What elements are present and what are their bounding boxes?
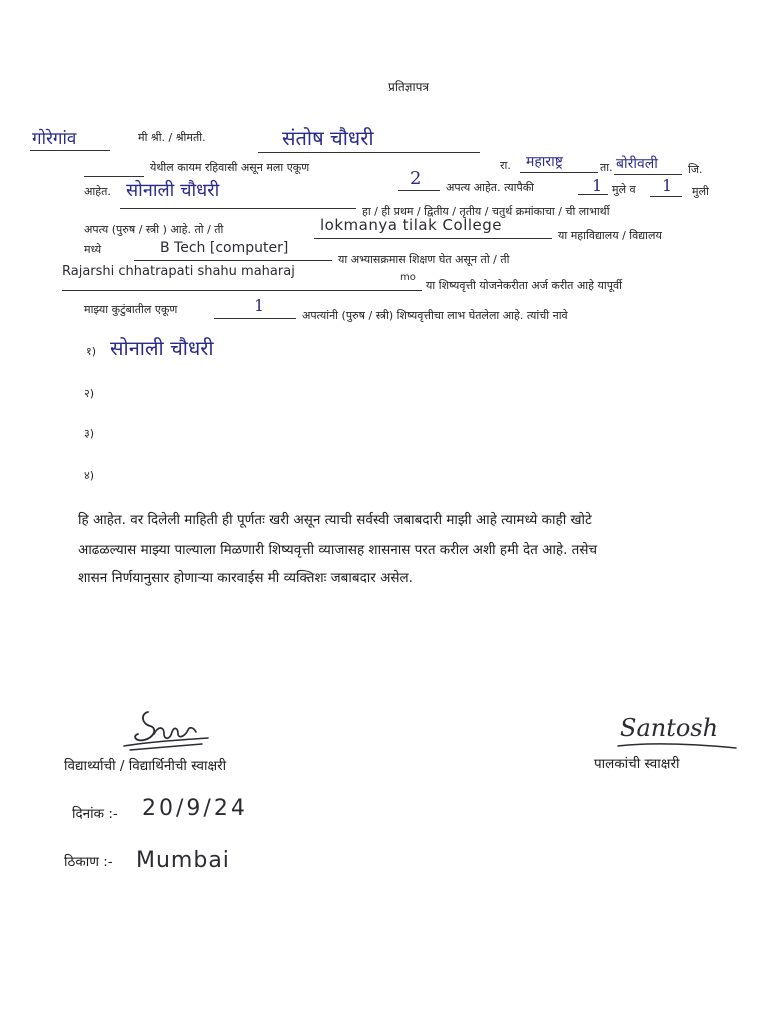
list-number-3: ३) (84, 427, 95, 440)
parent-name-underline (258, 152, 480, 153)
declaration-line-3: शासन निर्णयानुसार होणाऱ्या कारवाईस मी व्यक्तिशः जबाबदार असेल. (78, 570, 413, 586)
state-underline (520, 172, 598, 173)
place-label: ठिकाण :- (64, 854, 113, 870)
village-underline (30, 150, 110, 151)
village-handwritten: गोरेगांव (32, 129, 77, 149)
line1-printed: मी श्री. / श्रीमती. (138, 131, 206, 144)
parent-signature-handwritten: Santosh (620, 714, 719, 742)
prior-count-underline (214, 318, 296, 319)
taluka-handwritten: बोरीवली (616, 156, 658, 172)
ra-label: रा. (500, 159, 511, 172)
line2-printed-b: अपत्य आहेत. त्यापैकी (446, 181, 535, 194)
parent-name-handwritten: संतोष चौधरी (282, 126, 374, 150)
scheme-handwritten: Rajarshi chhatrapati shahu maharaj (62, 264, 295, 279)
parent-signature-underline-stroke (614, 738, 744, 752)
sons-underline (578, 194, 608, 195)
ta-label: ता. (600, 161, 613, 174)
date-handwritten: 20/9/24 (142, 796, 248, 821)
line7-printed: माझ्या कुटुंबातील एकूण (84, 303, 178, 316)
list-number-4: ४) (84, 469, 95, 482)
child-name-handwritten: सोनाली चौधरी (126, 180, 220, 201)
course-handwritten: B Tech [computer] (160, 240, 289, 256)
document-title: प्रतिज्ञापत्र (388, 80, 430, 94)
line3-printed-b: हा / ही प्रथम / द्वितीय / तृतीय / चतुर्थ क्रमांकाचा / ची लाभार्थी (362, 205, 610, 218)
line4-printed: अपत्य (पुरुष / स्त्री ) आहे. तो / ती (84, 223, 224, 236)
child-name-underline (120, 208, 356, 209)
student-signature (118, 704, 214, 756)
line5-printed-b: या अभ्यासक्रमास शिक्षण घेत असून तो / ती (338, 253, 510, 266)
list-item-1-handwritten: सोनाली चौधरी (110, 336, 214, 360)
line6-printed: या शिष्यवृत्ती योजनेकरीता अर्ज करीत आहे यापूर्वी (426, 279, 622, 292)
daughters-handwritten: 1 (662, 176, 673, 195)
place-handwritten: Mumbai (136, 848, 230, 873)
prior-count-handwritten: 1 (254, 296, 265, 315)
line7-printed-b: अपत्यांनी (पुरुष / स्त्री) शिष्यवृत्तीचा लाभ घेतलेला आहे. त्यांची नावे (302, 309, 568, 322)
course-underline (134, 260, 332, 261)
line5-printed: मध्ये (84, 243, 102, 256)
children-total-handwritten: 2 (410, 168, 422, 189)
list-number-2: २) (84, 387, 95, 400)
list-number-1: १) (86, 345, 97, 358)
line4-printed-b: या महाविद्यालय / विद्यालय (558, 229, 662, 242)
line2-printed-d: मुली (692, 185, 709, 198)
daughters-underline (650, 196, 682, 197)
ji-label: जि. (688, 163, 703, 176)
college-handwritten: lokmanya tilak College (320, 216, 503, 234)
declaration-line-1: हि आहेत. वर दिलेली माहिती ही पूर्णतः खरी असून त्याची सर्वस्वी जबाबदारी माझी आहे त्यामध्ये काही खोटे (78, 512, 592, 528)
scheme-suffix-handwritten: mo (400, 272, 416, 283)
state-handwritten: महाराष्ट्र (526, 154, 563, 170)
sons-handwritten: 1 (592, 176, 603, 195)
student-signature-label: विद्यार्थ्याची / विद्यार्थिनीची स्वाक्षरी (64, 758, 227, 774)
taluka-underline (614, 174, 682, 175)
line2-residence-text: येथील कायम रहिवासी असून मला एकूण (150, 161, 310, 174)
parent-signature-label: पालकांची स्वाक्षरी (594, 756, 680, 772)
declaration-line-2: आढळल्यास माझ्या पाल्याला मिळणारी शिष्यवृत्ती व्याजासह शासनास परत करील अशी हमी देत आहे. तसेच (78, 542, 598, 558)
college-underline (314, 238, 552, 239)
line2-printed-c: मुले व (612, 183, 636, 196)
children-total-underline (398, 190, 440, 191)
date-label: दिनांक :- (72, 806, 118, 822)
blank-underline (84, 176, 144, 177)
scheme-underline (62, 290, 422, 291)
line3-printed: आहेत. (84, 185, 111, 198)
